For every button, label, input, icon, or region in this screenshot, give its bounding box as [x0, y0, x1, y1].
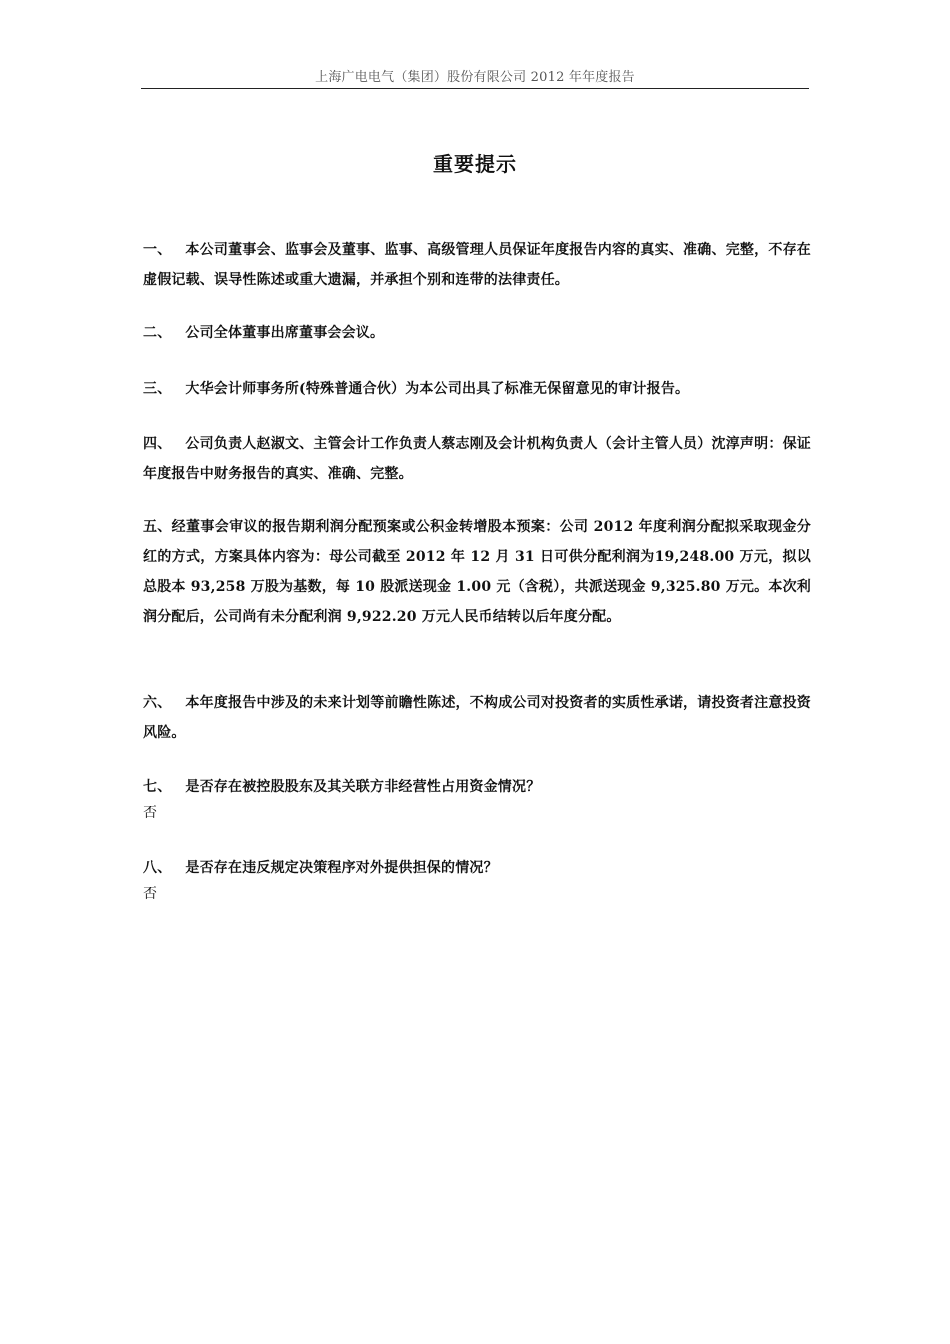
- item-text: 大华会计师事务所(特殊普通合伙）为本公司出具了标准无保留意见的审计报告。: [185, 381, 690, 397]
- item-number: 五、: [143, 519, 172, 535]
- item-number: 二、: [143, 325, 172, 341]
- notice-item-6: [143, 688, 811, 748]
- notice-item-8: [143, 853, 811, 907]
- notice-item-3: [143, 374, 811, 404]
- item-number: 六、: [143, 695, 172, 711]
- notice-item-4: [143, 429, 811, 489]
- item-number: 七、: [143, 779, 172, 795]
- item-text: 本公司董事会、监事会及董事、监事、高级管理人员保证年度报告内容的真实、准确、完整，不存在虚假记载、误导性陈述或重大遗漏，并承担个别和连带的法律责任。: [143, 242, 811, 288]
- item-answer: 否: [143, 886, 158, 902]
- page-title: 重要提示: [433, 152, 517, 176]
- item-text: 公司全体董事出席董事会会议。: [185, 325, 385, 341]
- item-text: 公司负责人赵淑文、主管会计工作负责人蔡志刚及会计机构负责人（会计主管人员）沈淳声明：保证年度报告中财务报告的真实、准确、完整。: [143, 436, 811, 482]
- item-text: 经董事会审议的报告期利润分配预案或公积金转增股本预案：公司 2012 年度利润分配拟采取现金分红的方式，方案具体内容为：母公司截至 2012 年 12 月 31 日可供分配利润为19,248.00 万元，拟以总股本 93,258 万股为基数，每 10 股派送现金 1.00 元（含税），共派送现金 9,325.80 万元。本次利润分配后，公司尚有未分配利润 9,922.20 万元人民币结转以后年度分配。: [143, 519, 811, 625]
- item-number: 四、: [143, 436, 172, 452]
- item-number: 八、: [143, 860, 172, 876]
- notice-item-1: [143, 235, 811, 295]
- item-text: 是否存在违反规定决策程序对外提供担保的情况？: [185, 860, 498, 876]
- item-text: 是否存在被控股股东及其关联方非经营性占用资金情况？: [185, 779, 541, 795]
- item-text: 本年度报告中涉及的未来计划等前瞻性陈述，不构成公司对投资者的实质性承诺，请投资者注意投资风险。: [143, 695, 811, 741]
- item-number: 三、: [143, 381, 172, 397]
- header-divider: [141, 88, 809, 89]
- report-header: 上海广电电气（集团）股份有限公司 2012 年年度报告: [315, 70, 635, 85]
- item-answer: 否: [143, 805, 158, 821]
- item-number: 一、: [143, 242, 172, 258]
- notice-item-2: [143, 318, 811, 348]
- notice-item-7: [143, 772, 811, 826]
- notice-item-5: [143, 512, 811, 632]
